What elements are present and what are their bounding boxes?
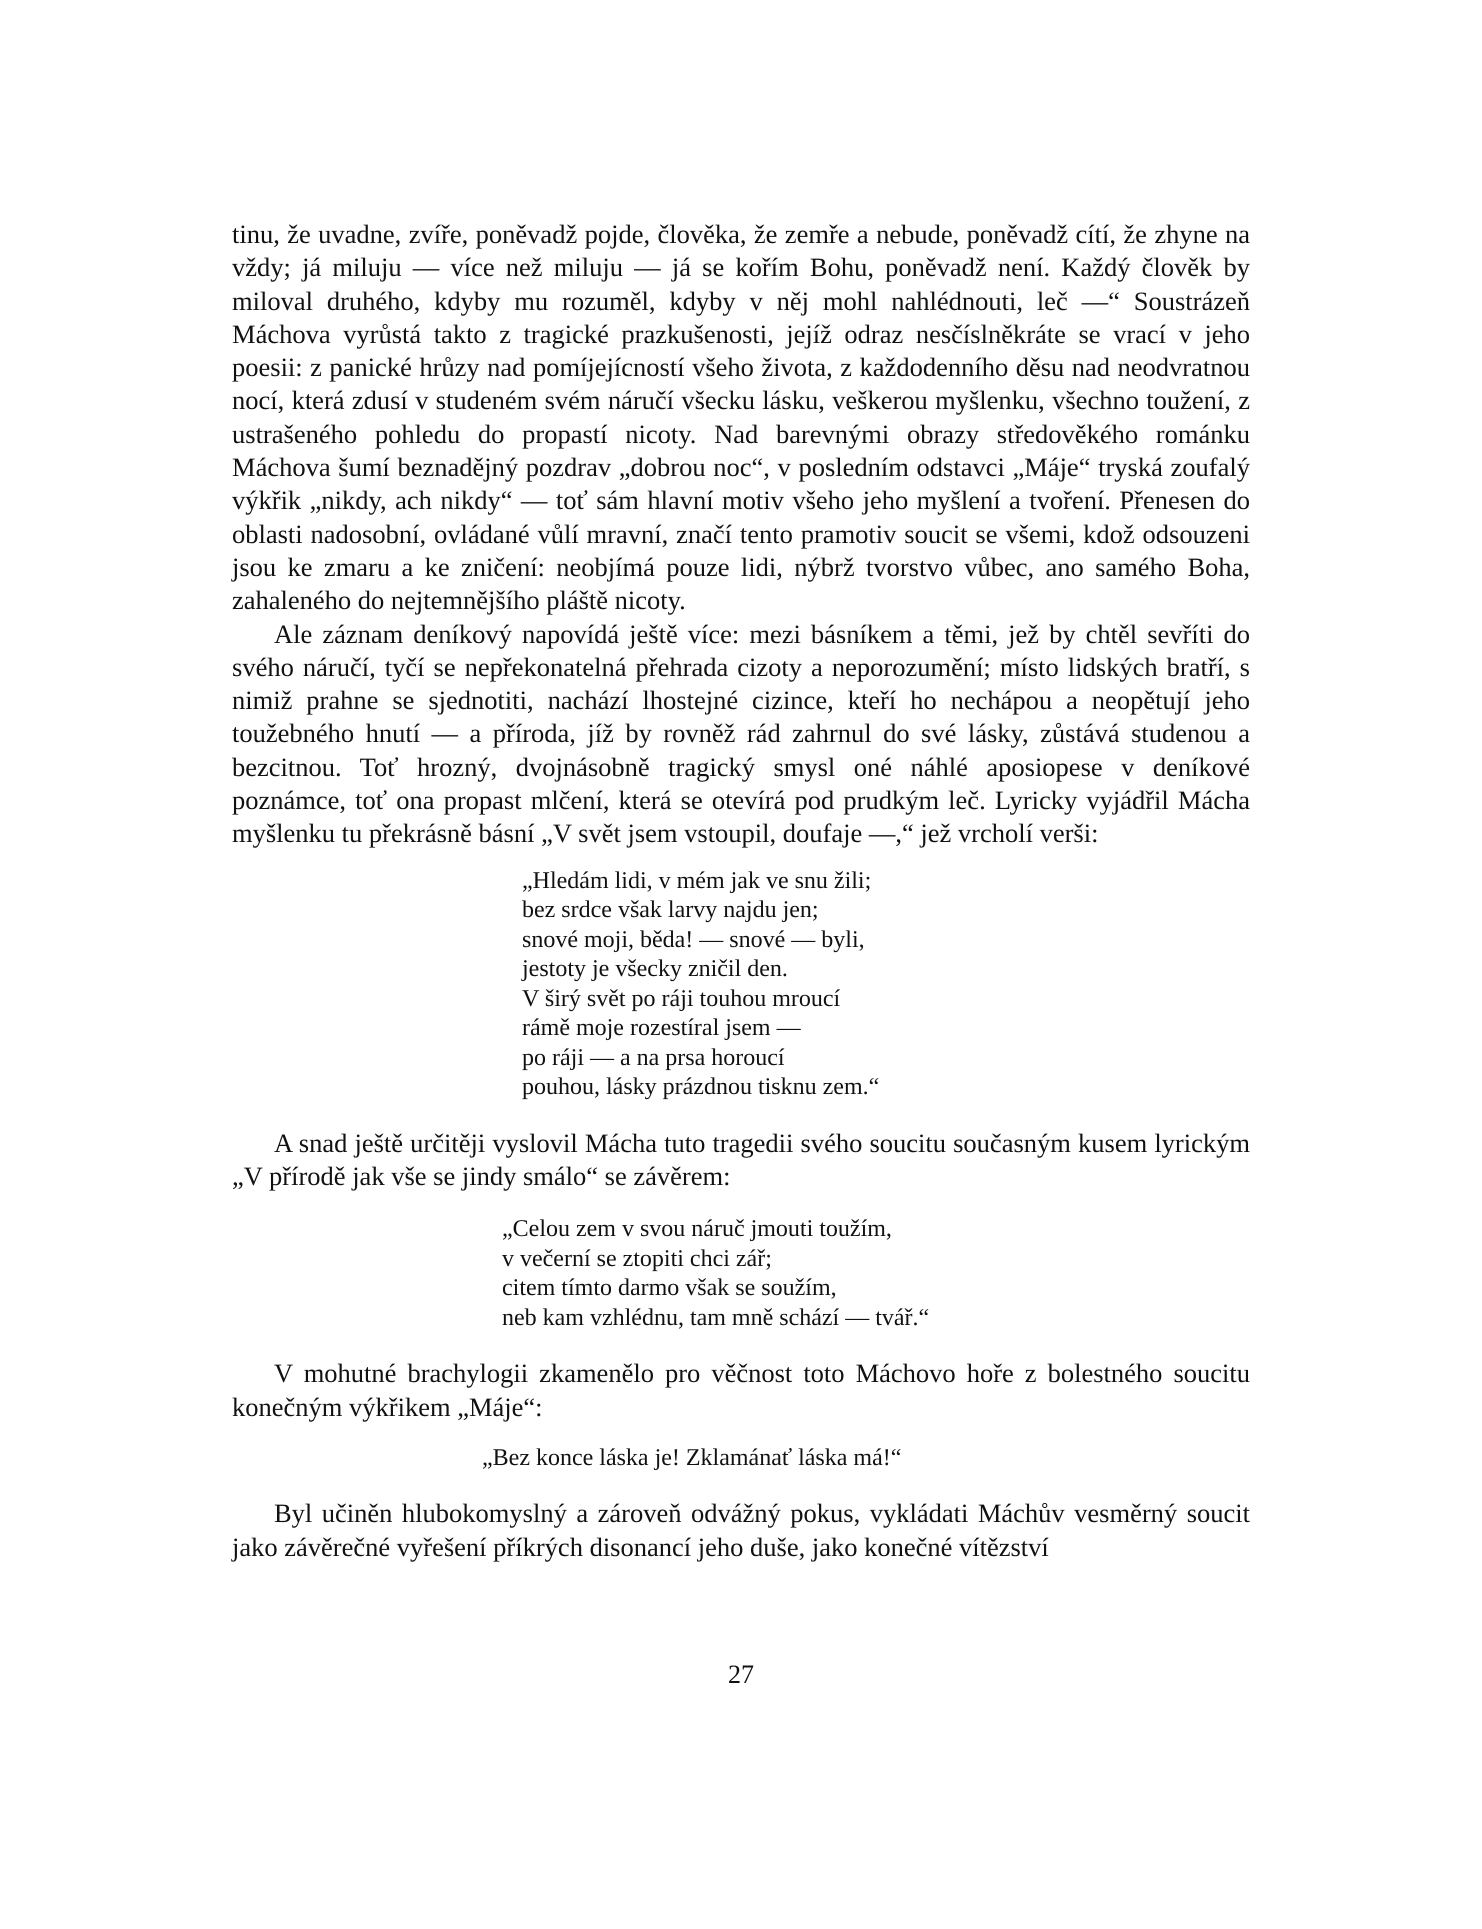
verse-quote-1 [522,867,1250,1103]
verse-line: V širý svět po ráji touhou mroucí [522,985,841,1012]
verse-line: po ráji — a na prsa horoucí [522,1044,785,1071]
verse-line: neb kam vzhlédnu, tam mně schází — tvář.“ [502,1304,930,1331]
verse-quote-2 [502,1215,1250,1333]
verse-line: pouhou, lásky prázdnou tisknu zem.“ [522,1074,880,1101]
verse-line: „Celou zem v svou náruč jmouti toužím, [502,1216,892,1243]
paragraph-3: A snad ještě určitěji vyslovil Mácha tuto tragedii svého soucitu současným kusem lyrickým „V přírodě jak vše se jindy smálo“ se závěrem: [232,1127,1250,1191]
page-text-block [232,218,1250,1564]
paragraph-1: tinu, že uvadne, zvíře, poněvadž pojde, člověka, že zemře a nebude, poněvadž cítí, že zhyne na vždy; já miluju — více než miluju — já se kořím Bohu, poněvadž není. Každý člověk by miloval druhého, kdyby mu rozuměl, kdyby v něj mohl nahlédnouti, leč —“ Soustrázeň Máchova vyrůstá takto z tragické prazkušenosti, jejíž odraz nesčíslněkráte se vrací v jeho poesii: z panické hrůzy nad pomíjejícností všeho života, z každodenního děsu nad neodvratnou nocí, která zdusí v studeném svém náručí všecku lásku, veškerou myšlenku, všechno toužení, z ustrašeného pohledu do propastí nicoty. Nad barevnými obrazy středověkého románku Máchova šumí beznadějný pozdrav „dobrou noc“, v posledním odstavci „Máje“ tryská zoufalý výkřik „nikdy, ach nikdy“ — toť sám hlavní motiv všeho jeho myšlení a tvoření. Přenesen do oblasti nadosobní, ovládané vůlí mravní, značí tento pramotiv soucit se všemi, kdož odsouzeni jsou ke zmaru a ke zničení: neobjímá pouze lidi, nýbrž tvorstvo vůbec, ano samého Boha, zahaleného do nejtemnějšího pláště nicoty. [232,219,1250,616]
verse-line: jestoty je všecky zničil den. [522,956,788,983]
verse-line: „Hledám lidi, v mém jak ve snu žili; [522,867,872,894]
verse-line: „Bez konce láska je! Zklamánať láska má!“ [482,1444,902,1471]
verse-line: snové moji, běda! — snové — byli, [522,926,865,953]
verse-line: v večerní se ztopiti chci zář; [502,1245,772,1272]
paragraph-4: V mohutné brachylogii zkamenělo pro věčnost toto Máchovo hoře z bolestného soucitu konečným výkřikem „Máje“: [232,1358,1250,1422]
page-number: 27 [728,1660,754,1689]
verse-line: rámě moje rozestíral jsem — [522,1015,801,1042]
verse-quote-3 [482,1444,1250,1474]
verse-line: bez srdce však larvy najdu jen; [522,897,819,924]
verse-line: citem tímto darmo však se soužím, [502,1275,837,1302]
paragraph-2: Ale záznam deníkový napovídá ještě více: mezi básníkem a těmi, jež by chtěl sevříti do svého náručí, tyčí se nepřekonatelná přehrada cizoty a neporozumění; místo lidských bratří, s nimiž prahne se sjednotiti, nachází lhostejné cizince, kteří ho nechápou a neopětují jeho toužebného hnutí — a příroda, jíž by rovněž rád zahrnul do své lásky, zůstává studenou a bezcitnou. Toť hrozný, dvojnásobně tragický smysl oné náhlé aposiopese v deníkové poznámce, toť ona propast mlčení, která se otevírá pod prudkým leč. Lyricky vyjádřil Mácha myšlenku tu překrásně básní „V svět jsem vstoupil, doufaje —,“ jež vrcholí verši: [232,618,1250,849]
paragraph-5: Byl učiněn hlubokomyslný a zároveň odvážný pokus, vykládati Máchův vesměrný soucit jako závěrečné vyřešení příkrých disonancí jeho duše, jako konečné vítězství [232,1498,1250,1562]
